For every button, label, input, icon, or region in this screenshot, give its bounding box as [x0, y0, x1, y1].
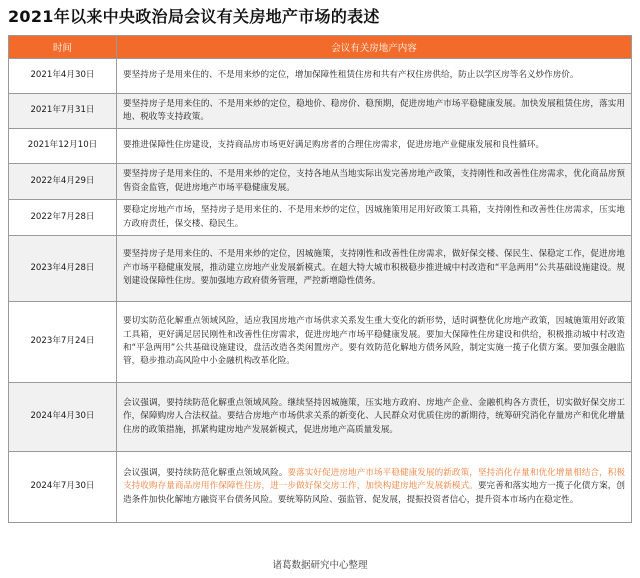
row-content: 会议强调，要持续防范化解重点领域风险。继续坚持因城施策，压实地方政府、房地产企业、金融机构各方责任，切实做好保交房工作，保障购房人合法权益。要结合房地产市场供求关系的新变化、人民群众对优质住房的新期待，统筹研究消化存量房产和优化增量住房的政策措施，抓紧构建房地产发展新模式，促进房地产高质量发展。 — [117, 383, 632, 452]
table-header-row — [9, 36, 632, 59]
table-row — [9, 164, 632, 200]
table-row — [9, 302, 632, 383]
row-date: 2023年4月28日 — [9, 236, 117, 302]
policy-table — [8, 35, 632, 523]
header-content: 会议有关房地产内容 — [117, 36, 632, 59]
content-lead: 会议强调，要持续防范化解重点领域风险。 — [123, 467, 288, 478]
row-date: 2024年7月30日 — [9, 452, 117, 523]
table-row — [9, 94, 632, 129]
table-row — [9, 129, 632, 164]
row-date: 2023年7月24日 — [9, 302, 117, 383]
row-content: 要推进保障性住房建设，支持商品房市场更好满足购房者的合理住房需求，促进房地产业健康发展和良性循环。 — [117, 129, 632, 164]
row-date: 2021年12月10日 — [9, 129, 117, 164]
row-content: 要切实防范化解重点领域风险，适应我国房地产市场供求关系发生重大变化的新形势，适时调整优化房地产政策，因城施策用好政策工具箱，更好满足居民刚性和改善性住房需求，促进房地产市场平稳健康发展。要加大保障性住房建设和供给，积极推动城中村改造和“平急两用”公共基础设施建设，盘活改造各类闲置房产。要有效防范化解地方债务风险，制定实施一揽子化债方案。要加强金融监管，稳步推动高风险中小金融机构改革化险。 — [117, 302, 632, 383]
page-title: 2021年以来中央政治局会议有关房地产市场的表述 — [8, 7, 380, 26]
table-row — [9, 200, 632, 236]
header-time: 时间 — [9, 36, 117, 59]
row-content — [117, 452, 632, 523]
row-date: 2022年7月28日 — [9, 200, 117, 236]
row-content: 要坚持房子是用来住的、不是用来炒的定位，因城施策，支持刚性和改善性住房需求，做好保交楼、保民生、保稳定工作，促进房地产市场平稳健康发展，推动建立房地产业发展新模式。在超大特大城市积极稳步推进城中村改造和“平急两用”公共基础设施建设。规划建设保障性住房。要加强地方政府债务管理，严控新增隐性债务。 — [117, 236, 632, 302]
row-content: 要坚持房子是用来住的、不是用来炒的定位，稳地价、稳房价、稳预期，促进房地产市场平稳健康发展。加快发展租赁住房，落实用地、税收等支持政策。 — [117, 94, 632, 129]
table-row — [9, 452, 632, 523]
row-date: 2021年4月30日 — [9, 59, 117, 94]
table-row — [9, 236, 632, 302]
highlighted-content: 要落实好促进房地产市场平稳健康发展的新政策，坚持消化存量和优化增量相结合，积极支持收购存量商品房用作保障性住房，进一步做好保交房工作，加快构建房地产发展新模式。 — [123, 467, 625, 492]
row-content: 要稳定房地产市场，坚持房子是用来住的、不是用来炒的定位，因城施策用足用好政策工具箱，支持刚性和改善性住房需求，压实地方政府责任，保交楼、稳民生。 — [117, 200, 632, 236]
content-tail: 要完善和落实地方一揽子化债方案，创造条件加快化解地方融资平台债务风险。要统筹防风险、强监管、促发展，提振投资者信心，提升资本市场内在稳定性。 — [123, 481, 625, 505]
table-row — [9, 383, 632, 452]
source-footer: 诸葛数据研究中心整理 — [272, 560, 368, 571]
row-content: 要坚持房子是用来住的、不是用来炒的定位，支持各地从当地实际出发完善房地产政策，支持刚性和改善性住房需求，优化商品房预售资金监管，促进房地产市场平稳健康发展。 — [117, 164, 632, 200]
row-content: 要坚持房子是用来住的、不是用来炒的定位，增加保障性租赁住房和共有产权住房供给，防止以学区房等名义炒作房价。 — [117, 59, 632, 94]
table-row — [9, 59, 632, 94]
row-date: 2021年7月31日 — [9, 94, 117, 129]
row-date: 2022年4月29日 — [9, 164, 117, 200]
row-date: 2024年4月30日 — [9, 383, 117, 452]
